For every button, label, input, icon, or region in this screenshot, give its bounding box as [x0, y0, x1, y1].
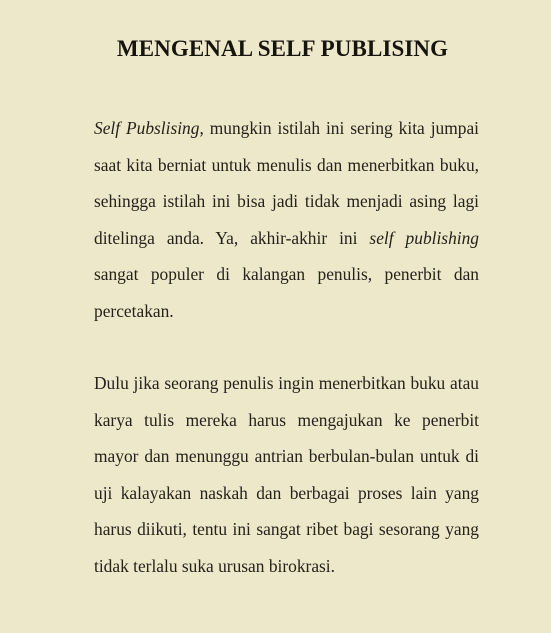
- paragraph-2: [94, 365, 488, 584]
- paragraph-1-segment-4: sangat populer di kalangan penulis, penerbit dan percetakan.: [94, 264, 479, 321]
- paragraph-1-segment-1: Self Pubslising: [94, 118, 200, 138]
- paragraph-2-text: Dulu jika seorang penulis ingin menerbitkan buku atau karya tulis mereka harus mengajukan ke penerbit mayor dan menunggu antrian berbulan-bulan untuk di uji kalayakan naskah dan berbagai proses lain yang harus diikuti, tentu ini sangat ribet bagi sesorang yang tidak terlalu suka urusan birokrasi.: [94, 373, 488, 576]
- paragraph-1-segment-2: , mungkin istilah ini sering kita jumpai saat kita berniat untuk menulis dan menerbitkan buku, sehingga istilah ini bisa jadi tidak menjadi asing lagi ditelinga anda. Ya, akhir-akhir ini: [94, 118, 479, 248]
- page-title: MENGENAL SELF PUBLISING: [116, 36, 449, 61]
- paragraph-1: [94, 110, 479, 329]
- paragraph-1-segment-3: self publishing: [369, 227, 479, 248]
